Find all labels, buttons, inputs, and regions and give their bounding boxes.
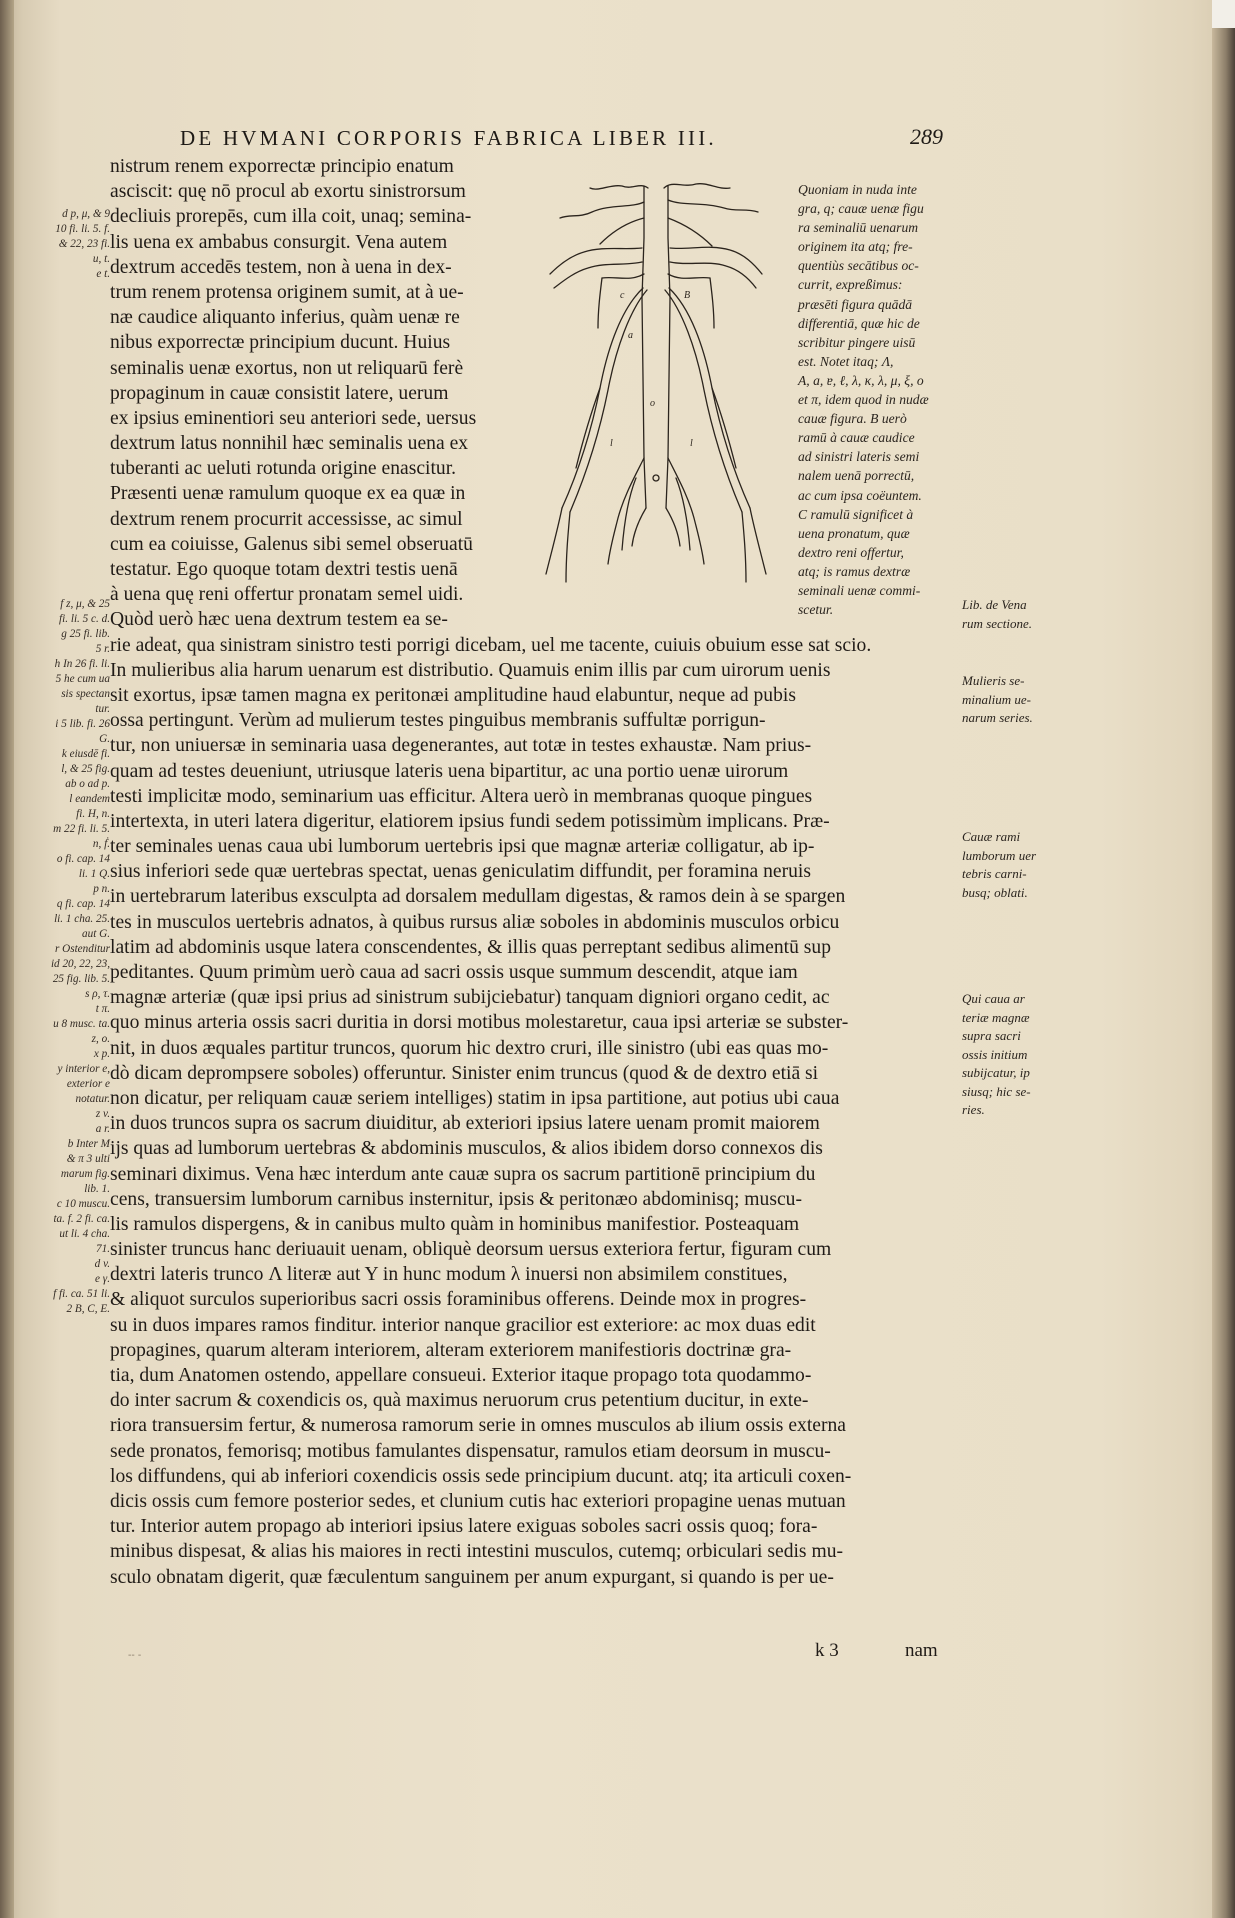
pencil-mark: -- - bbox=[128, 1650, 142, 1661]
figure-label-l2: l bbox=[690, 438, 693, 449]
figure-label-o: o bbox=[650, 398, 655, 409]
margin-note: f fi. ca. 51 li. bbox=[53, 1288, 110, 1300]
figure-caption bbox=[798, 180, 978, 619]
margin-note bbox=[38, 537, 110, 552]
text-line: næ caudice aliquanto inferius, quàm uenæ re bbox=[110, 307, 460, 329]
text-line: dextrum latus nonnihil hæc seminalis uena ex bbox=[110, 433, 469, 455]
text-line: sculo obnatam digerit, quæ fæculentum sanguinem per anum expurgant, si quando is per ue- bbox=[110, 1566, 834, 1588]
running-title: DE HVMANI CORPORIS FABRICA LIBER III. bbox=[180, 126, 717, 150]
caption-line: currit, expreßimus: bbox=[798, 277, 903, 293]
margin-note: 5 r. bbox=[95, 643, 110, 655]
text-line: lis ramulos dispergens, & in canibus multo quàm in hominibus manifestior. Posteaquam bbox=[110, 1213, 800, 1235]
right-note-2: Mulieris se- minalium ue- narum series. bbox=[962, 673, 1033, 725]
text-line: propagines, quarum alteram interiorem, alteram exteriorem manifestioris doctrinæ gra- bbox=[110, 1339, 792, 1361]
text-line: do inter sacrum & coxendicis os, quà maximus neruorum crus petentium ducitur, in exte- bbox=[110, 1390, 809, 1412]
caption-line: Quoniam in nuda inte bbox=[798, 182, 917, 197]
text-line: rie adeat, qua sinistram sinistro testi porrigi dicebam, uel me tacente, cuiuis obuium esse sat scio. bbox=[110, 634, 872, 656]
text-line: non dicatur, per reliquam cauæ seriem intelliges) statim in ipsa partitione, aut potius ubi caua bbox=[110, 1087, 840, 1109]
text-line: latim ad abdominis usque latera conscendentes, & illis quas perreptant sedibus alimentū sup bbox=[110, 936, 831, 958]
margin-note: d v. bbox=[94, 1258, 110, 1270]
margin-note: m 22 fi. li. 5. bbox=[53, 823, 110, 835]
text-line: sit exortus, ipsæ tamen magna ex peritonæi amplitudine haud elabuntur, neque ad pubis bbox=[110, 684, 796, 706]
text-line: in uertebrarum lateribus exsculpta ad dorsalem medullam digestas, & ramos dein à se spargen bbox=[110, 886, 846, 908]
margin-note bbox=[38, 402, 110, 417]
margin-note: li. 1 cha. 25. bbox=[54, 913, 110, 925]
figure-label-l: l bbox=[610, 438, 613, 449]
margin-note: n, ḟ. bbox=[92, 838, 110, 850]
caption-line: quentiùs secātibus oc- bbox=[798, 258, 919, 274]
running-header bbox=[180, 126, 960, 156]
margin-note bbox=[38, 282, 110, 297]
caption-line: nalem uenā porrectū, bbox=[798, 468, 915, 484]
right-note-3: Cauæ rami lumborum uer tebris carni- busq; oblati. bbox=[962, 829, 1037, 900]
text-line: sinister truncus hanc deriuauit uenam, obliquè deorsum uersus exteriora fertur, figuram cum bbox=[110, 1239, 832, 1261]
margin-note bbox=[38, 387, 110, 402]
page-corner bbox=[1212, 0, 1235, 28]
margin-note: y interior e, bbox=[57, 1063, 110, 1075]
margin-note bbox=[38, 312, 110, 327]
text-line: in duos truncos supra os sacrum diuiditur, ab exteriori ipsius latere uenam promit maiorem bbox=[110, 1113, 820, 1135]
caption-line: A, a, ɐ, ℓ, λ, κ, λ, μ, ξ, o bbox=[798, 372, 924, 388]
margin-note bbox=[38, 432, 110, 447]
caption-line: dextro reni offertur, bbox=[798, 544, 904, 560]
caption-line: ra seminaliū uenarum bbox=[798, 220, 919, 236]
text-line: In mulieribus alia harum uenarum est distributio. Quamuis enim illis par cum uirorum uenis bbox=[110, 659, 831, 681]
text-line: testatur. Ego quoque totam dextri testis uenā bbox=[110, 559, 458, 580]
margin-note: l eandem bbox=[69, 793, 110, 805]
margin-note: 5 he cum ua bbox=[55, 673, 110, 685]
text-line: ter seminales uenas caua ubi lumborum uertebris ipsi que magnæ arteriæ colligatur, ab ip- bbox=[110, 836, 815, 858]
margin-note: z v. bbox=[95, 1108, 110, 1120]
margin-note: 10 fi. li. 5. f. bbox=[55, 223, 110, 235]
text-line: cum ea coiuisse, Galenus sibi semel obseruatū bbox=[110, 533, 473, 555]
margin-note: notatur. bbox=[75, 1093, 110, 1105]
figure-label-c: c bbox=[620, 290, 625, 301]
text-line: tur. Interior autem propago ab interiori ipsius latere exiguas soboles sacri ossis quoq; fora- bbox=[110, 1516, 818, 1538]
vena-cava-woodcut-figure bbox=[540, 178, 772, 590]
margin-note: z, o. bbox=[91, 1033, 110, 1045]
text-line: seminalis uenæ exortus, non ut reliquarū ferè bbox=[110, 357, 464, 379]
margin-note bbox=[38, 522, 110, 537]
page-edge bbox=[1212, 0, 1235, 1918]
margin-note: k eiusdē fi. bbox=[61, 748, 110, 760]
margin-note: e γ. bbox=[95, 1273, 110, 1285]
text-line: sede pronatos, femorisq; motibus famulantes dispensatur, ramulos etiam deorsum in muscu- bbox=[110, 1440, 831, 1462]
text-line: ex ipsius eminentiori seu anteriori sede, uersus bbox=[110, 407, 477, 429]
caption-line: atq; is ramus dextræ bbox=[798, 563, 911, 579]
margin-note: G. bbox=[99, 733, 110, 745]
margin-note: u 8 musc. ta. bbox=[53, 1018, 110, 1030]
book-gutter bbox=[0, 0, 14, 1918]
margin-note: marum fig. bbox=[60, 1168, 110, 1180]
text-line: nibus exporrectæ principium ducunt. Huius bbox=[110, 332, 451, 354]
figure-label-b: B bbox=[684, 290, 691, 301]
margin-note: g 25 fi. lib. bbox=[61, 628, 110, 640]
text-line: dicis ossis cum femore posterior sedes, et clunium cutis hac exteriori propagine uenas mutuan bbox=[110, 1490, 846, 1512]
caption-line: cauæ figura. B uerò bbox=[798, 411, 907, 427]
text-line: tur, non uniuersæ in seminaria uasa degenerantes, aut totæ in testes exhaustæ. Nam prius- bbox=[110, 735, 812, 757]
margin-note: & 22, 23 fi. bbox=[58, 238, 110, 250]
margin-note bbox=[38, 417, 110, 432]
figure-label-a: a bbox=[628, 330, 633, 341]
text-line: nit, in duos æquales partitur truncos, quorum hic dextro cruri, ille sinistro (ubi eas quas mo- bbox=[110, 1037, 829, 1059]
margin-note: aut G. bbox=[82, 928, 110, 940]
margin-note: f z, μ, & 25 bbox=[60, 598, 110, 610]
right-note-4: Qui caua ar teriæ magnæ supra sacri ossis initium subijcatur, ip siusq; hic se- ries. bbox=[962, 991, 1031, 1117]
text-line: ossa pertingunt. Verùm ad mulierum testes pinguibus membranis suffultæ porrigun- bbox=[110, 710, 766, 732]
text-line: los diffundens, qui ab inferiori coxendicis ossis sede principium ducunt. atq; ita articuli coxen- bbox=[110, 1465, 852, 1487]
margin-note bbox=[38, 477, 110, 492]
text-line: trum renem protensa originem sumit, at à ue- bbox=[110, 281, 464, 303]
caption-line: originem ita atq; fre- bbox=[798, 239, 913, 255]
text-line: propaginum in cauæ consistit latere, uerum bbox=[110, 382, 449, 404]
margin-note bbox=[38, 552, 110, 567]
margin-note: lib. 1. bbox=[84, 1183, 110, 1195]
margin-note: q fi. cap. 14 bbox=[56, 898, 110, 910]
text-line: cens, transuersim lumborum carnibus insternitur, ipsis & peritonæo abdominisq; muscu- bbox=[110, 1188, 802, 1210]
caption-line: est. Notet itaq; Λ, bbox=[798, 353, 894, 369]
text-line: dextri lateris trunco Λ literæ aut Y in hunc modum λ inuersi non absimilem constitues, bbox=[110, 1264, 788, 1286]
left-margin-notes bbox=[38, 207, 110, 1317]
margin-note: id 20, 22, 23, bbox=[50, 958, 110, 970]
text-line: lis uena ex ambabus consurgit. Vena autem bbox=[110, 231, 448, 253]
text-line: & aliquot surculos superioribus sacri ossis foraminibus offerens. Deinde mox in progres- bbox=[110, 1289, 807, 1311]
margin-note bbox=[38, 297, 110, 312]
margin-note: 2 B, C, E. bbox=[66, 1303, 110, 1315]
margin-note: r Ostenditur bbox=[54, 943, 110, 955]
caption-line: C ramulū significet à bbox=[798, 506, 914, 522]
margin-note bbox=[38, 372, 110, 387]
margin-note: a r. bbox=[95, 1123, 110, 1135]
text-line: intertexta, in uteri latera digeritur, elatiorem ipsius fundi sedem potissimùm implicans. Præ- bbox=[110, 810, 830, 832]
caption-line: uena pronatum, quæ bbox=[798, 525, 910, 541]
text-line: quo minus arteria ossis sacri duritia in dorsi motibus molestaretur, caua ipsi arteriæ se subster- bbox=[110, 1012, 849, 1034]
margin-note: i 5 lib. fi. 26 bbox=[55, 718, 110, 730]
margin-note bbox=[38, 582, 110, 597]
caption-line: et π, idem quod in nudæ bbox=[798, 392, 929, 408]
margin-note: ab o ad p. bbox=[65, 778, 110, 790]
margin-note: fi. li. 5 c. d. bbox=[59, 613, 110, 625]
caption-line: scribitur pingere uisū bbox=[798, 334, 916, 350]
margin-note bbox=[38, 327, 110, 342]
text-line: su in duos impares ramos finditur. interior nanque gracilior est exteriore: ac mox duas edit bbox=[110, 1314, 816, 1336]
text-line: decliuis prorepēs, cum illa coit, unaq; semina- bbox=[110, 206, 472, 228]
margin-note: h In 26 fi. li. bbox=[54, 658, 110, 670]
text-line: à uena quę reni offertur pronatam semel uidi. bbox=[110, 584, 464, 606]
margin-note: li. 1 Q. bbox=[78, 868, 110, 880]
margin-note bbox=[38, 492, 110, 507]
text-line: quam ad testes deueniunt, utriusque lateris uena bipartitur, ac una portio uenæ uirorum bbox=[110, 760, 789, 782]
margin-note bbox=[38, 342, 110, 357]
margin-note bbox=[38, 357, 110, 372]
caption-line: seminali uenæ commi- bbox=[798, 582, 921, 598]
caption-line: differentiā, quæ hic de bbox=[798, 315, 920, 331]
text-line: tuberanti ac ueluti rotunda origine enascitur. bbox=[110, 458, 457, 480]
margin-note: sis spectan bbox=[61, 688, 110, 700]
margin-note: & π 3 ulti bbox=[66, 1153, 110, 1165]
margin-note: exterior e bbox=[66, 1078, 110, 1090]
text-line: dextrum accedēs testem, non à uena in dex- bbox=[110, 256, 452, 278]
margin-note: d p, μ, & 9 bbox=[62, 208, 110, 220]
caption-line: ramū à cauæ caudice bbox=[798, 430, 915, 446]
text-line: tia, dum Anatomen ostendo, appellare consueui. Exterior itaque propago tota quodammo- bbox=[110, 1365, 812, 1386]
text-line: Præsenti uenæ ramulum quoque ex ea quæ in bbox=[110, 483, 466, 505]
margin-note: p n. bbox=[93, 883, 110, 895]
text-line: tes in musculos uertebris adnatos, à quibus rursus aliæ soboles in abdominis musculos orbicu bbox=[110, 911, 840, 933]
page-number: 289 bbox=[910, 124, 943, 149]
figure-top-branch-right bbox=[664, 184, 730, 189]
text-line: sius inferiori sede quæ uertebras spectat, uenas geniculatim diffundit, per foramina neruis bbox=[110, 861, 811, 883]
margin-note: ut li. 4 cha. bbox=[59, 1228, 110, 1240]
margin-note bbox=[38, 447, 110, 462]
margin-note: s ρ, τ. bbox=[85, 988, 110, 1000]
margin-note: e t. bbox=[96, 268, 110, 280]
margin-note: u, t. bbox=[92, 253, 110, 265]
text-line: magnæ arteriæ (quæ ipsi prius ad sinistrum subijciebatur) tanquam digniori organo cedit, ac bbox=[110, 987, 830, 1009]
right-note-1: Lib. de Vena rum sectione. bbox=[962, 597, 1033, 631]
margin-note: tur. bbox=[95, 703, 110, 715]
text-line: riora transuersim fertur, & numerosa ramorum serie in omnes musculos ab ilium ossis externa bbox=[110, 1415, 846, 1437]
margin-note: t π. bbox=[95, 1003, 110, 1015]
text-line: asciscit: quę nō procul ab exortu sinistrorsum bbox=[110, 181, 466, 203]
text-line: nistrum renem exporrectæ principio enatum bbox=[110, 156, 454, 177]
text-line: peditantes. Quum primùm uerò caua ad sacri ossis usque summum descendit, atque iam bbox=[110, 962, 798, 983]
margin-note: l, & 25 fig. bbox=[61, 763, 110, 775]
text-line: dextrum renem procurrit accessisse, ac simul bbox=[110, 508, 463, 530]
caption-line: præsēti figura quādā bbox=[798, 296, 913, 312]
margin-note: o fi. cap. 14 bbox=[56, 853, 110, 865]
margin-note: ta. f. 2 fi. ca. bbox=[53, 1213, 110, 1225]
margin-note: 25 fig. lib. 5. bbox=[52, 973, 110, 985]
caption-line: gra, q; cauæ uenæ figu bbox=[798, 201, 924, 217]
text-line: dò dicam deprompsere soboles) offeruntur. Sinister enim truncus (quod & de dextro etiā si bbox=[110, 1062, 819, 1084]
margin-note bbox=[38, 567, 110, 582]
margin-note bbox=[38, 507, 110, 522]
text-line: testi implicitæ modo, seminarium uas efficitur. Altera uerò in membranas quoque pingues bbox=[110, 785, 813, 807]
margin-note: fi. H, n. bbox=[76, 808, 110, 820]
margin-note: x p. bbox=[93, 1048, 110, 1060]
text-line: minibus dispesat, & alias his maiores in recti intestini musculos, cutemq; orbiculari sedis mu- bbox=[110, 1541, 844, 1563]
text-line: seminari diximus. Vena hæc interdum ante cauæ supra os sacrum partitionē principium du bbox=[110, 1163, 816, 1185]
margin-note: 71. bbox=[96, 1243, 110, 1255]
catchword: nam bbox=[905, 1640, 938, 1661]
margin-note bbox=[38, 462, 110, 477]
signature-mark: k 3 bbox=[815, 1640, 839, 1661]
text-line: ijs quas ad lumborum uertebras & abdominis musculos, & alios ibidem dorso connexos dis bbox=[110, 1138, 823, 1160]
margin-note: b Inter M bbox=[67, 1138, 110, 1150]
margin-note: c 10 muscu. bbox=[56, 1198, 110, 1210]
caption-line: scetur. bbox=[798, 602, 834, 618]
text-line: Quòd uerò hæc uena dextrum testem ea se- bbox=[110, 609, 448, 631]
caption-line: ac cum ipsa coëuntem. bbox=[798, 487, 922, 503]
figure-top-branch-left bbox=[590, 186, 648, 189]
caption-line: ad sinistri lateris semi bbox=[798, 449, 920, 465]
